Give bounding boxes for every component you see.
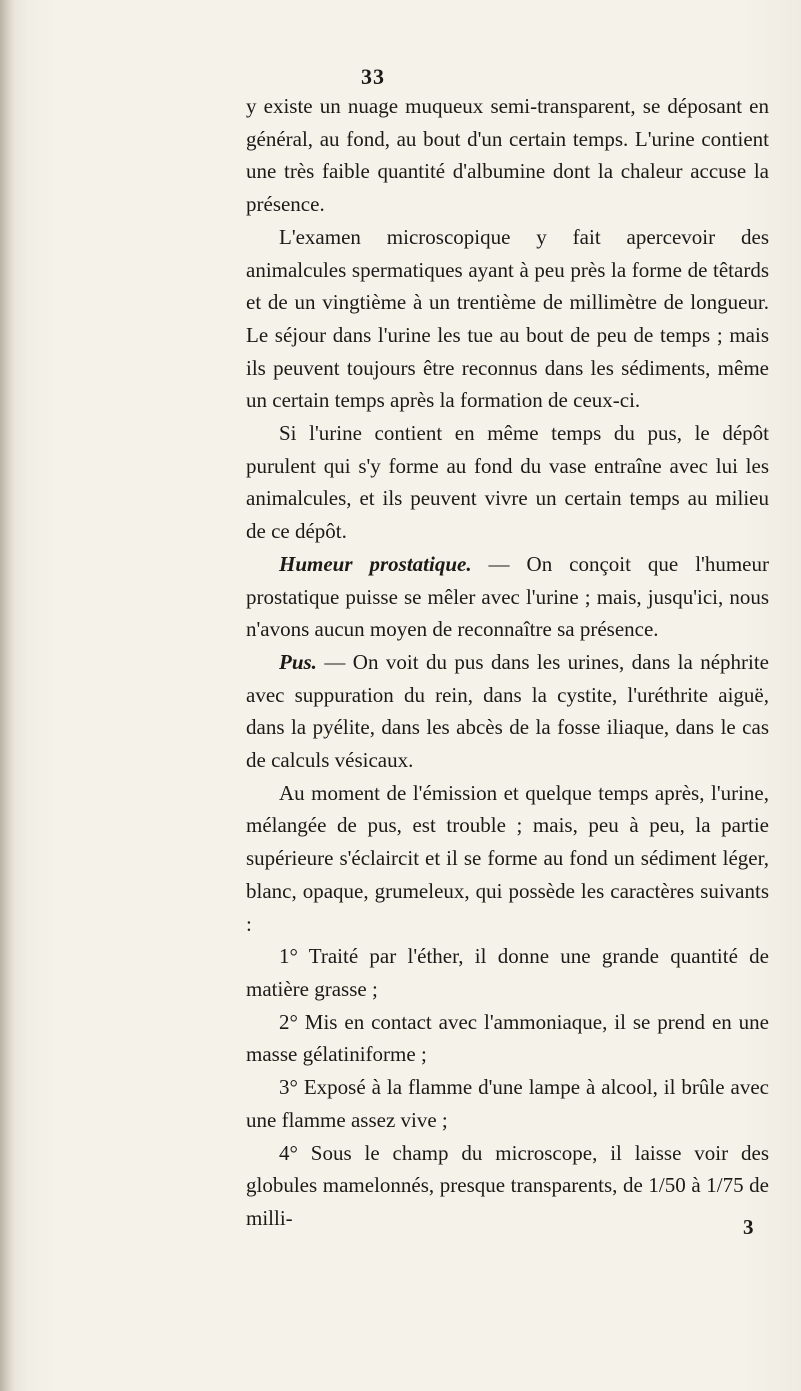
list-item [246, 940, 769, 1005]
paragraph-text: 1° Traité par l'éther, il donne une grande quantité de matière grasse ; [246, 944, 769, 1001]
paragraph [246, 646, 769, 777]
paragraph-text: 4° Sous le champ du microscope, il laisse voir des globules mamelonnés, presque transparents, de 1/50 à 1/75 de milli- [246, 1140, 769, 1230]
page-number: 33 [361, 64, 385, 89]
signature-mark: 3 [743, 1215, 754, 1239]
paragraph [246, 548, 769, 646]
paragraph-text: 3° Exposé à la flamme d'une lampe à alcool, il brûle avec une flamme assez vive ; [246, 1075, 769, 1132]
paragraph-text: — On conçoit que l'humeur prostatique puisse se mêler avec l'urine ; mais, jusqu'ici, nous n'avons aucun moyen de reconnaître sa présence. [246, 551, 769, 642]
paragraph [246, 221, 769, 417]
list-item [246, 1137, 769, 1235]
binding-edge [0, 0, 14, 1391]
paragraph-text: L'examen microscopique y fait apercevoir des animalcules spermatiques ayant à peu près la forme de têtards et de un vingtième à un trentième de millimètre de longueur. Le séjour dans l'urine les tue au bout de peu de temps ; mais ils peuvent toujours être reconnus dans les sédiments, même un certain temps après la formation de ceux-ci. [246, 224, 769, 413]
paragraph-text: 2° Mis en contact avec l'ammoniaque, il se prend en une masse gélatiniforme ; [246, 1009, 769, 1067]
list-item [246, 1006, 769, 1071]
section-heading-humeur-prostatique: Humeur prostatique. [279, 551, 472, 576]
paragraph [246, 777, 769, 941]
paragraph [246, 90, 769, 221]
paragraph [246, 417, 769, 548]
body-text [246, 90, 769, 1235]
list-item [246, 1071, 769, 1136]
paragraph-text: — On voit du pus dans les urines, dans la néphrite avec suppuration du rein, dans la cystite, l'uréthrite aiguë, dans la pyélite, dans les abcès de la fosse iliaque, dans le cas de calculs vésicaux. [246, 649, 769, 773]
paragraph-text: Au moment de l'émission et quelque temps après, l'urine, mélangée de pus, est trouble ; mais, peu à peu, la partie supérieure s'éclaircit et il se forme au fond un sédiment léger, blanc, opaque, grumeleux, qui possède les caractères suivants : [246, 780, 769, 936]
section-heading-pus: Pus. [279, 649, 317, 674]
paragraph-text: y existe un nuage muqueux semi-transparent, se déposant en général, au fond, au bout d'un certain temps. L'urine contient une très faible quantité d'albumine dont la chaleur accuse la présence. [246, 94, 769, 217]
paragraph-text: Si l'urine contient en même temps du pus, le dépôt purulent qui s'y forme au fond du vase entraîne avec lui les animalcules, et ils peuvent vivre un certain temps au milieu de ce dépôt. [246, 421, 769, 544]
